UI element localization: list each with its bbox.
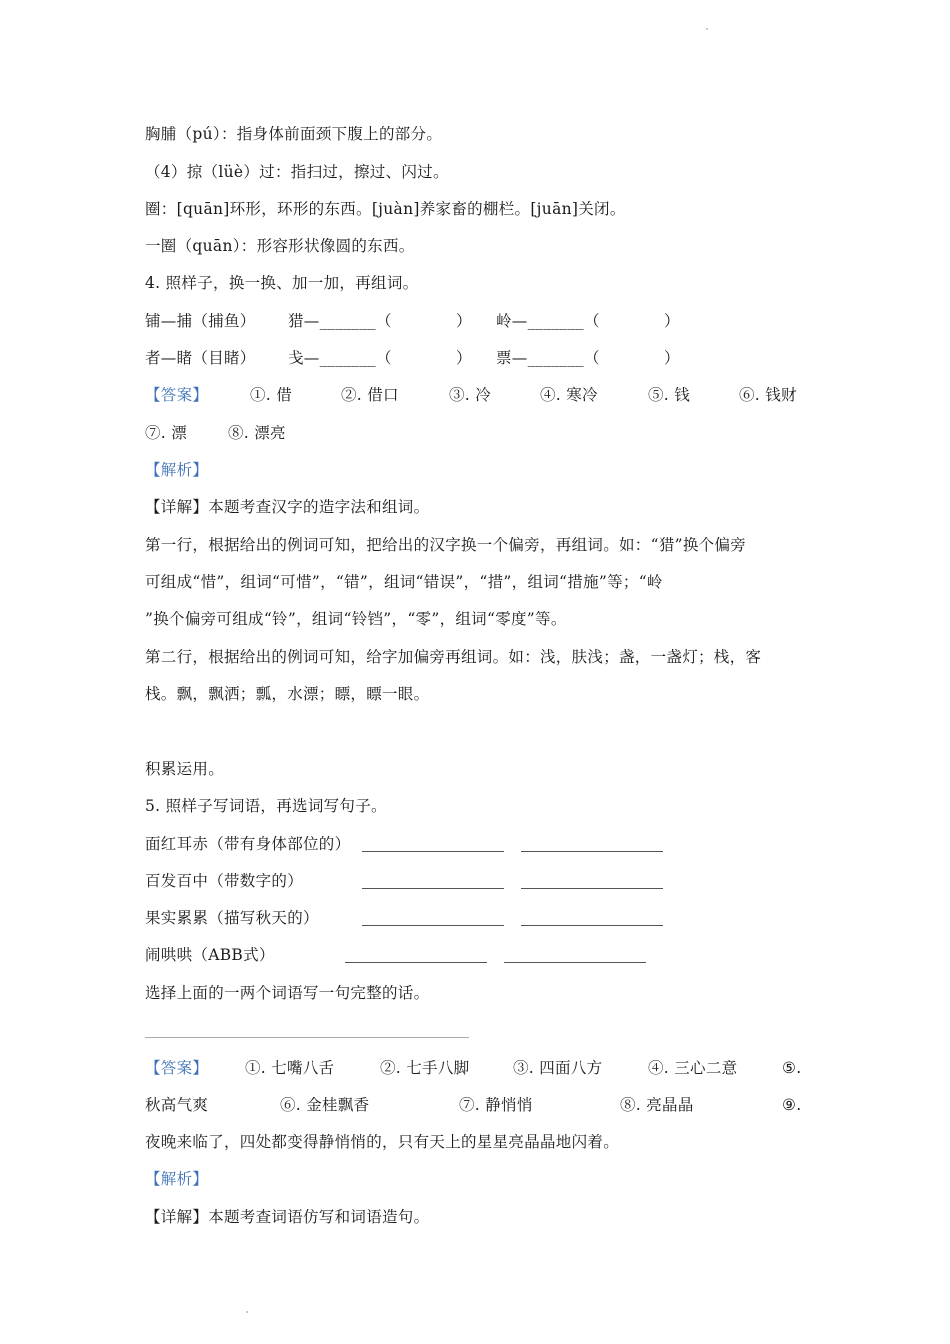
q4-blank-item: 票—_______（: [496, 349, 600, 367]
answer-item: ②. 七手八脚: [380, 1059, 470, 1077]
answer-blank-line: [362, 851, 504, 852]
analysis-text: 栈。飘，飘洒；瓢，水漂；瞟，瞟一眼。: [145, 685, 430, 703]
answer-blank-line: [521, 925, 663, 926]
answer-item: ①. 借: [250, 386, 293, 404]
answer-item: ②. 借口: [341, 386, 399, 404]
answer-blank-line: [345, 962, 487, 963]
analysis-text: 可组成“惜”，组词“可惜”，“错”，组词“错误”，“措”，组词“措施”等；“岭: [145, 573, 663, 591]
question-4-title: 4. 照样子，换一换、加一加，再组词。: [145, 274, 419, 292]
answer-item: ⑥. 金桂飘香: [280, 1096, 370, 1114]
answer-label: 【答案】: [145, 386, 209, 404]
q4-blank-item: 戋—_______（: [288, 349, 392, 367]
q4-close-paren: ）: [664, 312, 680, 330]
answer-item: ⑧. 亮晶晶: [620, 1096, 694, 1114]
q4-close-paren: ）: [664, 349, 680, 367]
analysis-label: 【解析】: [145, 461, 209, 479]
answer-sentence: 夜晚来临了，四处都变得静悄悄的，只有天上的星星亮晶晶地闪着。: [145, 1133, 620, 1151]
answer-item: ①. 七嘴八舌: [245, 1059, 335, 1077]
answer-blank-line: [504, 962, 646, 963]
answer-item: ④. 三心二意: [648, 1059, 738, 1077]
answer-item: ⑤. 钱: [648, 386, 691, 404]
q5-row: 面红耳赤（带有身体部位的）: [145, 835, 351, 853]
q4-blank-item: 岭—_______（: [496, 312, 600, 330]
answer-item: ④. 寒冷: [540, 386, 598, 404]
answer-item: ⑥. 钱财: [739, 386, 797, 404]
answer-label: 【答案】: [145, 1059, 209, 1077]
text-line: （4）掠（lüè）过：指扫过，擦过、闪过。: [145, 163, 449, 181]
answer-item: ⑧. 漂亮: [228, 424, 286, 442]
answer-item: 秋高气爽: [145, 1096, 209, 1114]
answer-item: ⑨.: [782, 1096, 802, 1114]
analysis-text: 第一行，根据给出的例词可知，把给出的汉字换一个偏旁，再组词。如：“猎”换个偏旁: [145, 536, 747, 554]
answer-blank-line: [521, 851, 663, 852]
answer-item: ③. 四面八方: [513, 1059, 603, 1077]
detail-line: 【详解】本题考查词语仿写和词语造句。: [145, 1208, 430, 1226]
q4-blank-item: 猎—_______（: [288, 312, 392, 330]
answer-item: ⑤.: [782, 1059, 802, 1077]
q5-instruction: 选择上面的一两个词语写一句完整的话。: [145, 984, 430, 1002]
detail-line: 【详解】本题考查汉字的造字法和组词。: [145, 498, 430, 516]
analysis-label: 【解析】: [145, 1170, 209, 1188]
q5-row: 百发百中（带数字的）: [145, 872, 304, 890]
q4-example: 者—睹（目睹）: [145, 349, 256, 367]
q5-row: 果实累累（描写秋天的）: [145, 909, 319, 927]
answer-blank-line: [362, 888, 504, 889]
sentence-blank-line: [145, 1037, 469, 1038]
text-line: 胸脯（pú）：指身体前面颈下腹上的部分。: [145, 125, 443, 143]
scan-dot: [246, 1311, 248, 1313]
q5-row: 闹哄哄（ABB式）: [145, 946, 275, 964]
answer-item: ⑦. 漂: [145, 424, 188, 442]
section-title: 积累运用。: [145, 760, 225, 778]
text-line: 一圈（quān）：形容形状像圆的东西。: [145, 237, 415, 255]
analysis-text: ”换个偏旁可组成“铃”，组词“铃铛”，“零”，组词“零度”等。: [145, 610, 567, 628]
answer-item: ③. 冷: [449, 386, 492, 404]
q4-close-paren: ）: [456, 312, 472, 330]
answer-item: ⑦. 静悄悄: [459, 1096, 533, 1114]
q4-example: 铺—捕（捕鱼）: [145, 312, 256, 330]
scan-dot: [706, 28, 708, 30]
q4-close-paren: ）: [456, 349, 472, 367]
answer-blank-line: [362, 925, 504, 926]
text-line: 圈：[quān]环形，环形的东西。[juàn]养家畜的棚栏。[juān]关闭。: [145, 200, 626, 218]
question-5-title: 5. 照样子写词语，再选词写句子。: [145, 797, 387, 815]
analysis-text: 第二行，根据给出的例词可知，给字加偏旁再组词。如：浅，肤浅；盏，一盏灯；栈，客: [145, 648, 762, 666]
answer-blank-line: [521, 888, 663, 889]
